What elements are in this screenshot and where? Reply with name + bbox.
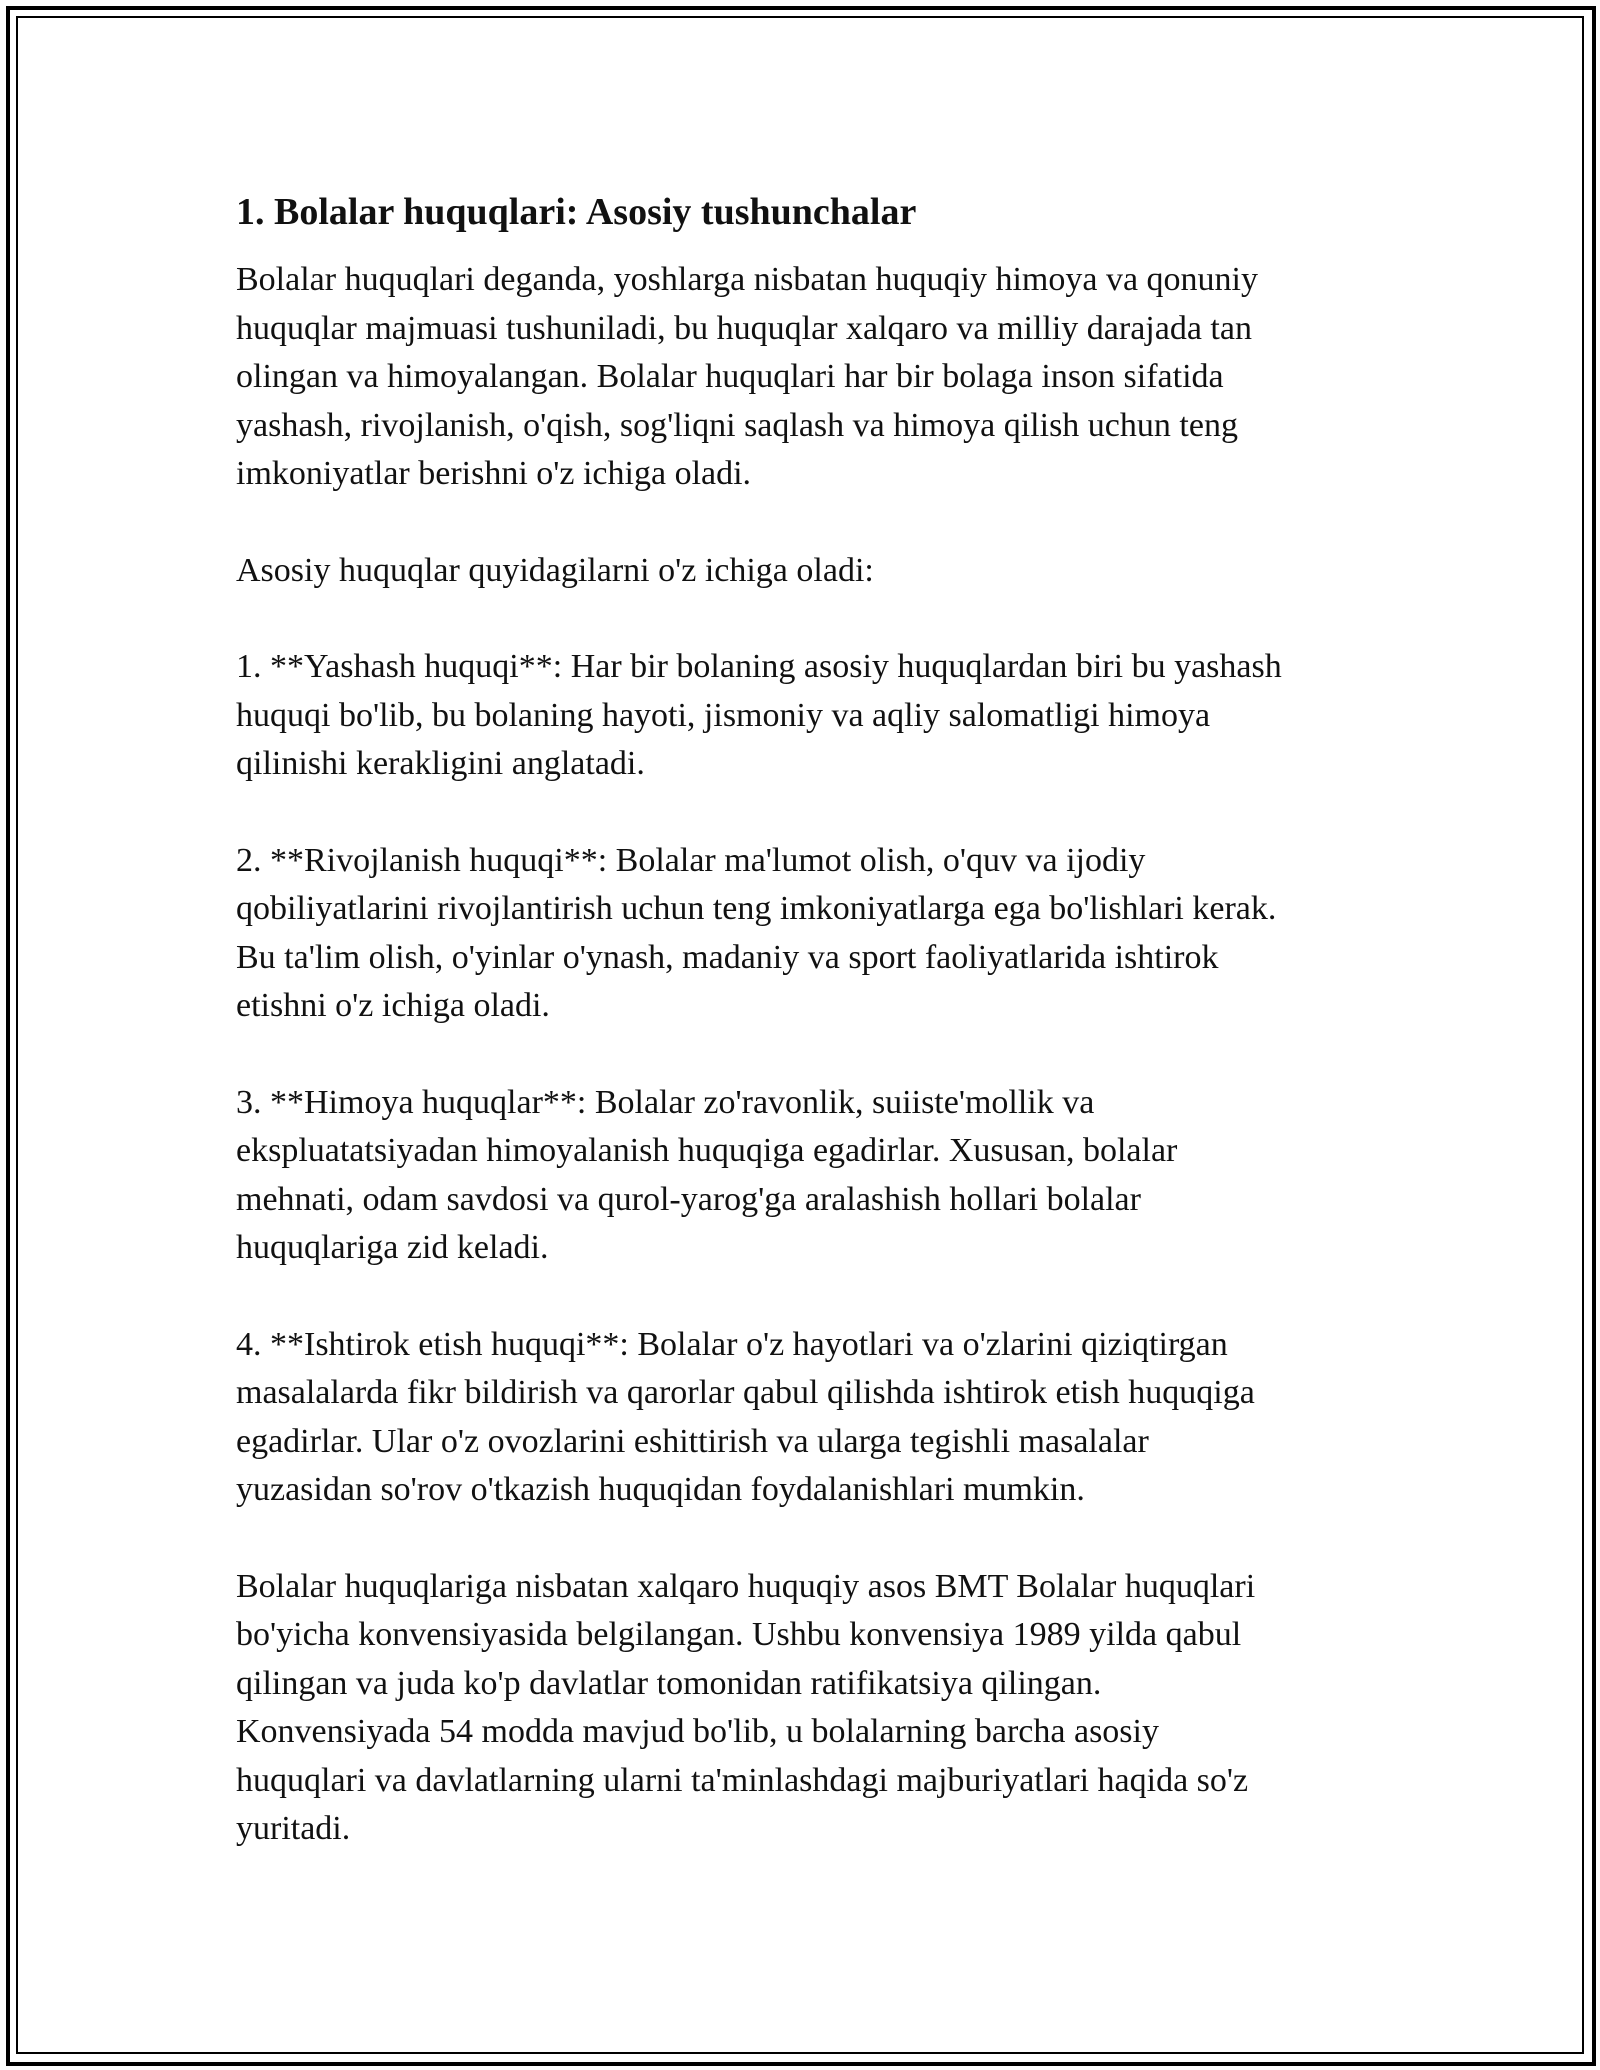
text-line: 1. **Yashash huquqi**: Har bir bolaning asosiy huquqlardan biri bu yashash [236,648,1282,685]
text-line: 3. **Himoya huquqlar**: Bolalar zo'ravonlik, suiiste'mollik va [236,1083,1095,1121]
text-line: yuzasidan so'rov o'tkazish huquqidan foydalanishlari mumkin. [236,1471,1085,1508]
text-line: Konvensiyada 54 modda mavjud bo'lib, u bolalarning barcha asosiy [236,1713,1159,1750]
text-line: Bolalar huquqlariga nisbatan xalqaro huquqiy asos BMT Bolalar huquqlari [236,1567,1256,1605]
text-line: egadirlar. Ular o'z ovozlarini eshittirish va ularga tegishli masalalar [236,1422,1149,1460]
paragraph [236,256,1396,499]
text-line: etishni o'z ichiga oladi. [236,987,550,1024]
text-line: qobiliyatlarini rivojlantirish uchun teng imkoniyatlarga ega bo'lishlari kerak. [236,890,1277,927]
text-line: yuritadi. [236,1810,351,1847]
text-line: mehnati, odam savdosi va qurol-yarog'ga aralashish hollari bolalar [236,1180,1141,1218]
paragraph [236,643,1396,789]
paragraph [236,1563,1396,1854]
text-line: Bu ta'lim olish, o'yinlar o'ynash, madaniy va sport faoliyatlarida ishtirok [236,938,1219,976]
paragraph [236,1079,1396,1273]
text-line: Bolalar huquqlari deganda, yoshlarga nisbatan huquqiy himoya va qonuniy [236,261,1258,298]
section-heading: 1. Bolalar huquqlari: Asosiy tushunchalar [236,191,917,233]
text-line: qilingan va juda ko'p davlatlar tomonidan ratifikatsiya qilingan. [236,1664,1102,1702]
text-line: huquqlar majmuasi tushuniladi, bu huquqlar xalqaro va milliy darajada tan [236,309,1252,347]
text-line: huquqi bo'lib, bu bolaning hayoti, jismoniy va aqliy salomatligi himoya [236,696,1211,734]
text-line: Asosiy huquqlar quyidagilarni o'z ichiga oladi: [236,551,874,589]
text-line: qilinishi kerakligini anglatadi. [236,745,645,782]
text-line: huquqlari va davlatlarning ularni ta'minlashdagi majburiyatlari haqida so'z [236,1761,1249,1799]
text-line: bo'yicha konvensiyasida belgilangan. Ushbu konvensiya 1989 yilda qabul [236,1616,1242,1653]
text-line: 2. **Rivojlanish huquqi**: Bolalar ma'lumot olish, o'quv va ijodiy [236,841,1146,879]
text-line: huquqlariga zid keladi. [236,1229,549,1266]
text-line: olingan va himoyalangan. Bolalar huquqlari har bir bolaga inson sifatida [236,358,1224,395]
text-line: yashash, rivojlanish, o'qish, sog'liqni saqlash va himoya qilish uchun teng [236,406,1238,444]
paragraph [236,547,1396,596]
paragraph [236,837,1396,1031]
text-line: ekspluatatsiyadan himoyalanish huquqiga egadirlar. Xususan, bolalar [236,1132,1178,1169]
text-line: 4. **Ishtirok etish huquqi**: Bolalar o'z hayotlari va o'zlarini qiziqtirgan [236,1325,1228,1363]
paragraph [236,1321,1396,1515]
text-line: imkoniyatlar berishni o'z ichiga oladi. [236,455,752,492]
text-line: masalalarda fikr bildirish va qarorlar qabul qilishda ishtirok etish huquqiga [236,1374,1255,1411]
document-body [236,186,1396,1902]
paragraph-list [236,256,1396,1854]
